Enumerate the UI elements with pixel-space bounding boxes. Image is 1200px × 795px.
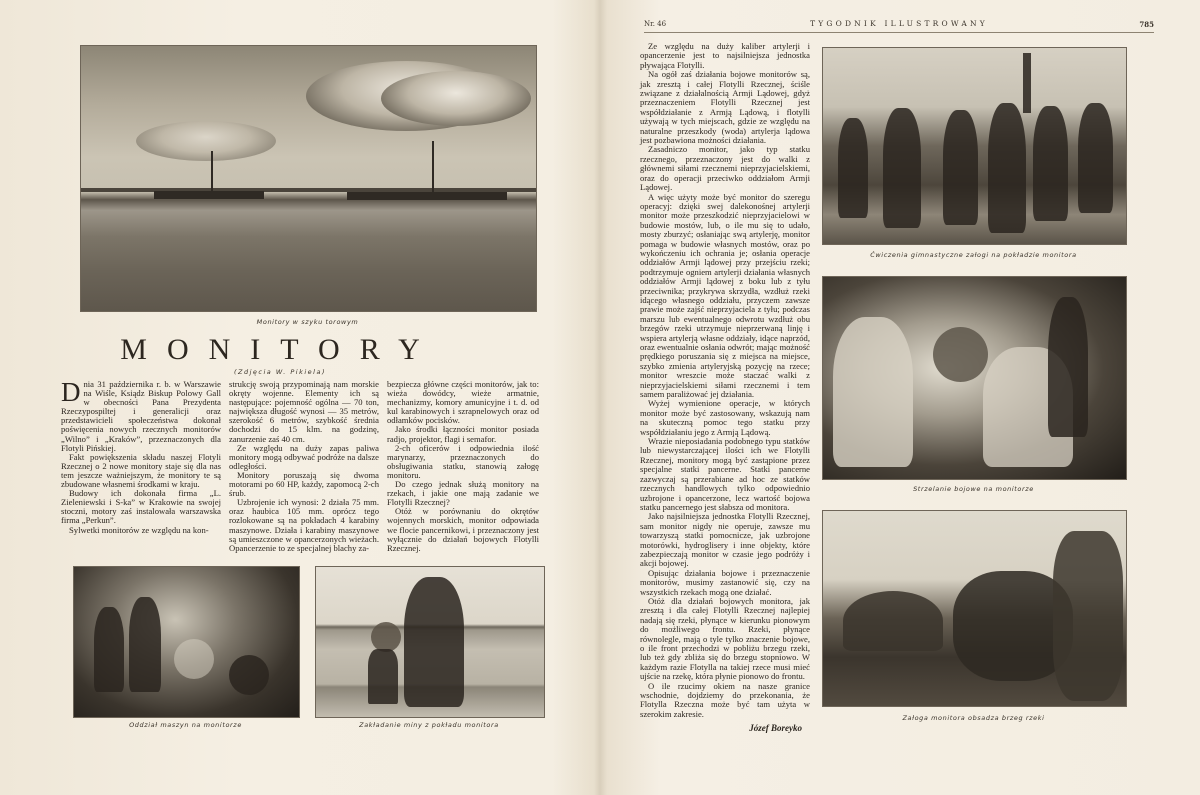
caption-engine: Oddział maszyn na monitorze [129, 721, 242, 729]
paragraph: Opisując działania bojowe i przeznaczenie monitorów, musimy zastanowić się, czy na wszystkich rzekach mogą one działać. [640, 567, 810, 597]
column-1 [61, 377, 221, 535]
right-page [600, 0, 1200, 795]
photo-shore-crew [822, 510, 1127, 707]
paragraph: Monitory poruszają się dwoma motorami po 60 HP, każdy, zapomocą 2-ch śrub. [229, 469, 379, 499]
column-4 [640, 42, 810, 734]
paragraph: Otóż w porównaniu do okrętów wojennych morskich, monitor odpowiada we flocie pancernikowi, i przeznaczony jest wyłącznie do działań bojowych Flotylli Rzecznej. [387, 506, 539, 553]
caption-mine: Zakładanie miny z pokładu monitora [359, 721, 499, 729]
photo-gun-firing [822, 276, 1127, 480]
drop-cap: D [61, 377, 81, 407]
paragraph: Uzbrojenie ich wynosi: 2 działa 75 mm. oraz haubica 105 mm. oprócz tego rozlokowane są na pokładach 4 karabiny maszynowe. Działa i karabiny maszynowe są umieszczone w opancerzonych wieżach. Opancerzenie to ze specjalnej blachy za- [229, 497, 379, 553]
column-3 [387, 380, 539, 553]
paragraph: strukcję swoją przypominają nam morskie okręty wojenne. Elementy ich są następujące: pojemność ogólna — 70 ton, największa długość wynosi — 35 metrów, szerokość 6 metrów, szybkość średnia dochodzi do 15 klm. na godzinę, zanurzenie zaś 40 cm. [229, 379, 379, 444]
issue-number: Nr. 46 [644, 20, 667, 28]
paragraph: Jako najsilniejsza jednostka Flotylli Rzecznej, sam monitor nigdy nie operuje, zawsze mu towarzyszą statki pomocnicze, jak uzbrojone motorówki, hydroglisery i inne objekty, które zabezpieczają monitor w czasie jego podróży i akcji bojowej. [640, 511, 810, 569]
photo-mine-laying [315, 566, 545, 718]
paragraph: Ze względu na duży kaliber artylerji i opancerzenie jest to najsilniejsza jednostka pływająca Flotylli. [640, 41, 810, 70]
publication-name: TYGODNIK ILLUSTROWANY [810, 19, 988, 28]
paragraph: Wyżej wymienione operacje, w których monitor może być zastosowany, wskazują nam na skuteczną pomoc tego statku przy współdziałaniu jego z Armją Lądową. [640, 398, 810, 437]
paragraph: Sylwetki monitorów ze względu na kon- [69, 524, 209, 535]
left-page [0, 0, 598, 795]
caption-gun: Strzelanie bojowe na monitorze [913, 485, 1034, 493]
ship-2 [347, 192, 507, 200]
photo-river-monitors [80, 45, 537, 312]
paragraph: Ze względu na duży zapas paliwa monitory mogą odbywać podróże na dalsze odległości. [229, 442, 379, 471]
paragraph: Na ogół zaś działania bojowe monitorów są, jak zresztą i całej Flotylli Rzecznej, ściśle związane z działalnością Armji Lądowej, gdyż przeznaczeniem Flotylli Rzecznej jest współdziałanie z Armją Lądową, i flotylli używają w tych miejscach, gdzie ze względu na naturalne przeszkody (woda) artylerja lądowa jest pozbawiona możności działania. [640, 69, 810, 146]
paragraph: bezpiecza główne części monitorów, jak to: wieża dowódcy, wieże armatnie, mechanizmy, komory amunicyjne i t. d. od kul karabinowych i szrapnelowych oraz od odłamków pocisków. [387, 379, 539, 426]
paragraph: Do czego jednak służą monitory na rzekach, i jakie one mają zadanie we Flotylli Rzecznej? [387, 479, 539, 508]
paragraph: 2-ch oficerów i odpowiednia ilość marynarzy, przeznaczonych do obsługiwania statku, stanowią załogę monitoru. [387, 442, 539, 480]
ship-1 [154, 191, 264, 199]
paragraph: Zasadniczo monitor, jako typ statku rzecznego, przeznaczony jest do walki z głównemi siłami rzecznemi nieprzyjacielskiemi, oraz do operacji przeciwko oddziałom Armji Lądowej. [640, 144, 810, 193]
paragraph: Otóż dla działań bojowych monitora, jak zresztą i dla całej Flotylli Rzecznej najlepiej nadają się rzeki, płynące w kierunku pionowym do możliwego frontu. Rzeki, płynące równolegle, mają o tyle tylko znaczenie bojowe, o ile front przechodzi w pobliżu brzegu rzeki, lub też gdy zbliża się do brzegu stopniowo. W każdym razie Flotylla na takiej rzece musi mieć ujście na rzekę, która płynie pionowo do frontu. [640, 595, 810, 682]
caption-gym: Ćwiczenia gimnastyczne załogi na pokładzie monitora [870, 251, 1077, 259]
article-title: MONITORY [120, 333, 440, 366]
paragraph: Budowy ich dokonała firma „L. Zieleniewski i S-ka” w Krakowie na swojej stoczni, motory zaś instalowała warszawska firma „Perkun”. [61, 488, 221, 526]
paragraph: O ile rzucimy okiem na nasze granice wschodnie, dojdziemy do przekonania, że Flotylla Rzeczna może być tam użyta w szerokim zakresie. [640, 680, 810, 719]
photo-credit: (Zdjęcia W. Pikiela) [234, 368, 326, 376]
caption-shore: Załoga monitora obsadza brzeg rzeki [902, 714, 1045, 722]
running-head [644, 18, 1154, 33]
paragraph: Dnia 31 października r. b. w Warszawie na Wiśle, Ksiądz Biskup Polowy Gall w obecności Pana Prezydenta Rzeczypospiltej i generalicji oraz przedstawicieli społeczeństwa dokonał poświęcenia nowych rzecznych monitorów „Wilno” i „Kraków”, przeznaczonych dla Flotyli Pińskiej. [61, 377, 221, 453]
page-number: 785 [1139, 20, 1154, 29]
column-2 [229, 380, 379, 553]
paragraph: Fakt powiększenia składu naszej Flotyli Rzecznej o 2 nowe monitory staje się dla nas tem jeszcze ważniejszym, że monitory te są zbudowane własnemi środkami w kraju. [61, 451, 221, 490]
paragraph: Wrazie nieposiadania podobnego typu statków lub niewystarczającej ilości ich we Flotylli Rzecznej, monitory mogą być zastąpione przez specjalne statki pancerne. Statki pancerne zazwyczaj są przerabiane ad hoc ze statków rzecznych handlowych tylko odpowiednio uzbrojone i opancerzone, lecz wartość bojowa statku pancernego jest słabsza od monitora. [640, 436, 810, 512]
photo-gymnastics [822, 47, 1127, 245]
paragraph: A więc użyty może być monitor do szeregu operacyj: dzięki swej dalekonośnej artylerji monitor może przeszkodzić nieprzyjacielowi w budowie mostów, lub, o ile mu się to udało, mosty zburzyć; osłaniając swą artylerję, monitor pomaga w budowie własnych mostów, oraz po wykończeniu ich ochrania je; osłania operacje oddziałów Armji lądowej przy przejściu rzeki; podtrzymuje ogniem artylerji działania własnych oddziałów Armji lądowej z boku lub z tyłu przeciwnika; przykrywa skrzydła, wzdłuż rzeki idącego własnego oddziału, przyczem zawsze prawie może zajść nieprzyjaciela z tyłu; podczas marszu lub ewentualnego odwrotu wzdłuż obu brzegów rzeki utrzymuje nieprzerwaną linję i wspiera artylerją własne oddziały, idące naprzód, oraz ewentualnie osłania odwrót; mając możność prędkiego poruszania się z miejsca na miejsce, szybko zmienia artyleryjską pozycję na rzece; monitor wreszcie może staczać walki z nieprzyjacielskiemi siłami rzecznemi i tem samem paraliżować jej działania. [640, 191, 810, 400]
caption-river: Monitory w szyku torowym [256, 318, 359, 326]
author-signature: Józef Boreyko [749, 723, 802, 734]
paragraph: Jako środki łączności monitor posiada radjo, projektor, flagi i semafor. [387, 424, 539, 444]
photo-engine-room [73, 566, 300, 718]
